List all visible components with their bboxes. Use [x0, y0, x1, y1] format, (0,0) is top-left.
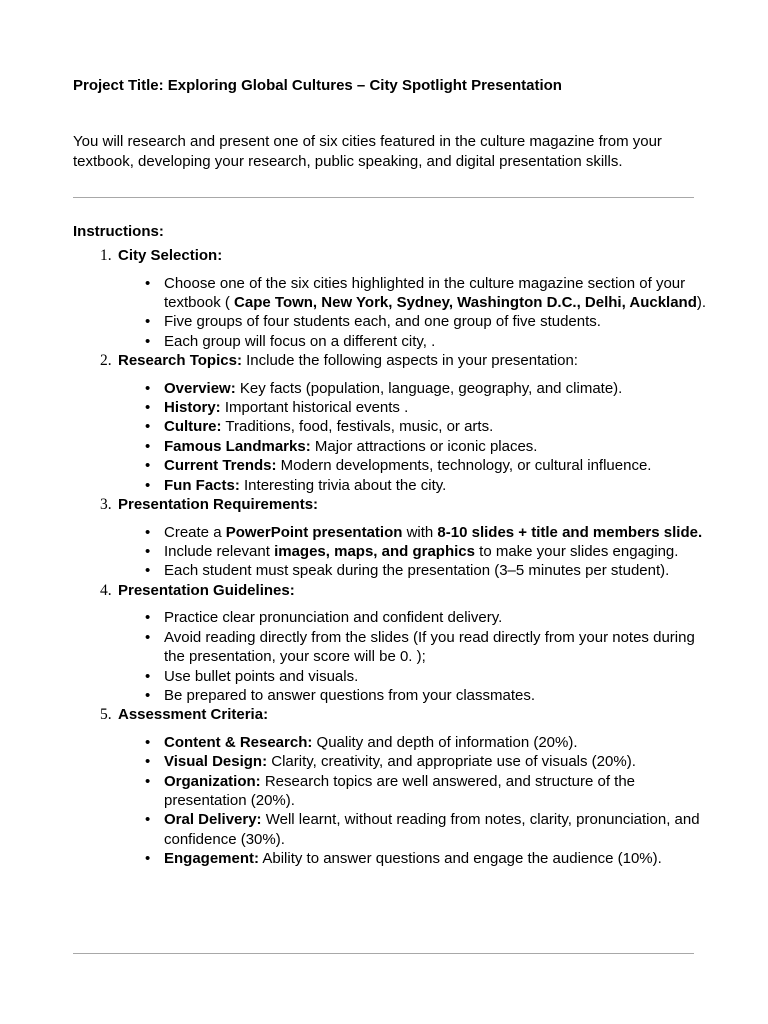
bullet-item [164, 379, 713, 398]
bullet-text: Traditions, food, festivals, music, or arts. [221, 418, 494, 436]
bullet-item [164, 417, 713, 436]
step-text: Include the following aspects in your presentation: [241, 352, 578, 370]
bullet-label: images, maps, and graphics [274, 542, 475, 560]
bullet-text: Quality and depth of information (20%). [312, 733, 578, 751]
bullet-label: Famous Landmarks: [164, 437, 311, 455]
bullet-item [164, 523, 713, 542]
bullet-label: 8-10 slides + title and members slide. [437, 523, 703, 541]
bullet-item [164, 561, 713, 580]
instruction-step [100, 581, 713, 706]
bullet-item [164, 752, 713, 771]
bullet-text: Avoid reading directly from the slides (If you read directly from your notes during the presentation, your score will be 0. ); [164, 628, 695, 666]
step-title: City Selection: [118, 247, 223, 264]
bullet-item [164, 686, 713, 705]
step-title: Presentation Guidelines: [118, 581, 295, 599]
bullet-label: Fun Facts: [164, 476, 240, 494]
bullet-text: to make your slides engaging. [474, 542, 679, 560]
bullet-label: Engagement: [164, 850, 260, 868]
step-number: 2. [100, 352, 112, 370]
bullet-text: Include relevant [164, 542, 275, 560]
step-title: Research Topics: [118, 352, 242, 370]
step-number: 1. [100, 247, 112, 264]
instructions-heading: Instructions: [73, 223, 164, 240]
bullet-label: Overview: [164, 379, 236, 397]
bullet-text: Each group will focus on a different city, . [164, 332, 436, 350]
step-title: Assessment Criteria: [118, 706, 269, 724]
instruction-step [100, 495, 713, 581]
bullet-label: Culture: [164, 418, 222, 436]
bullet-list [118, 523, 713, 581]
instruction-steps [73, 246, 713, 869]
bullet-list [118, 608, 713, 705]
step-number: 3. [100, 496, 112, 514]
project-title: Project Title: Exploring Global Cultures – City Spotlight Presentation [73, 77, 562, 94]
step-title: Presentation Requirements: [118, 496, 319, 514]
instruction-step [100, 351, 713, 495]
bullet-item [164, 456, 713, 475]
bullet-text: Five groups of four students each, and one group of five students. [164, 313, 601, 331]
bullet-label: Current Trends: [164, 457, 277, 475]
bullet-text: Use bullet points and visuals. [164, 667, 359, 685]
bullet-text: Create a [164, 523, 226, 541]
divider-top [73, 197, 694, 198]
bullet-label: PowerPoint presentation [225, 523, 403, 541]
bullet-item [164, 274, 713, 313]
bullet-item [164, 608, 713, 627]
bullet-text: Ability to answer questions and engage the audience (10%). [259, 850, 662, 868]
step-number: 4. [100, 581, 112, 599]
instruction-step [100, 246, 713, 351]
bullet-label: Content & Research: [164, 733, 313, 751]
bullet-item [164, 772, 713, 811]
bullet-text: with [402, 523, 438, 541]
step-number: 5. [100, 706, 112, 724]
bullet-item [164, 332, 713, 351]
bullet-text: Modern developments, technology, or cultural influence. [276, 457, 652, 475]
bullet-text: Each student must speak during the presentation (3–5 minutes per student). [164, 562, 670, 580]
instruction-step [100, 705, 713, 868]
bullet-text: Research topics are well answered, and structure of the presentation (20%). [164, 772, 636, 810]
bullet-text: Important historical events . [220, 399, 409, 417]
bullet-label: Organization: [164, 772, 261, 790]
bullet-text: Choose one of the six cities highlighted in the culture magazine section of your textbook ( [164, 274, 686, 311]
bullet-item [164, 667, 713, 686]
bullet-item [164, 628, 713, 667]
bullet-item [164, 542, 713, 561]
bullet-item [164, 398, 713, 417]
bullet-label: History: [164, 399, 221, 417]
bullet-list [118, 733, 713, 869]
bullet-text: Be prepared to answer questions from your classmates. [164, 686, 536, 704]
bullet-item [164, 733, 713, 752]
bullet-list [118, 379, 713, 495]
bullet-list [118, 274, 713, 352]
intro-paragraph: You will research and present one of six cities featured in the culture magazine from your textbook, developing your research, public speaking, and digital presentation skills. [73, 133, 662, 170]
bullet-item [164, 437, 713, 456]
bullet-label: Visual Design: [164, 753, 268, 771]
bullet-text: Key facts (population, language, geography, and climate). [235, 379, 623, 397]
bullet-text: Well learnt, without reading from notes, clarity, pronunciation, and confidence (30%). [164, 811, 700, 848]
bullet-text: ). [696, 293, 707, 311]
bullet-text: Interesting trivia about the city. [239, 476, 447, 494]
bullet-item [164, 312, 713, 331]
bullet-label: Oral Delivery: [164, 811, 262, 829]
bullet-item [164, 849, 713, 868]
bullet-item [164, 810, 713, 849]
bullet-text: Major attractions or iconic places. [310, 437, 538, 455]
bullet-text: Practice clear pronunciation and confident delivery. [164, 609, 503, 627]
divider-bottom [73, 953, 694, 954]
bullet-label: Cape Town, New York, Sydney, Washington D.C., Delhi, Auckland [234, 293, 697, 311]
bullet-text: Clarity, creativity, and appropriate use of visuals (20%). [267, 753, 636, 771]
instructions-section [73, 222, 713, 869]
bullet-item [164, 476, 713, 495]
